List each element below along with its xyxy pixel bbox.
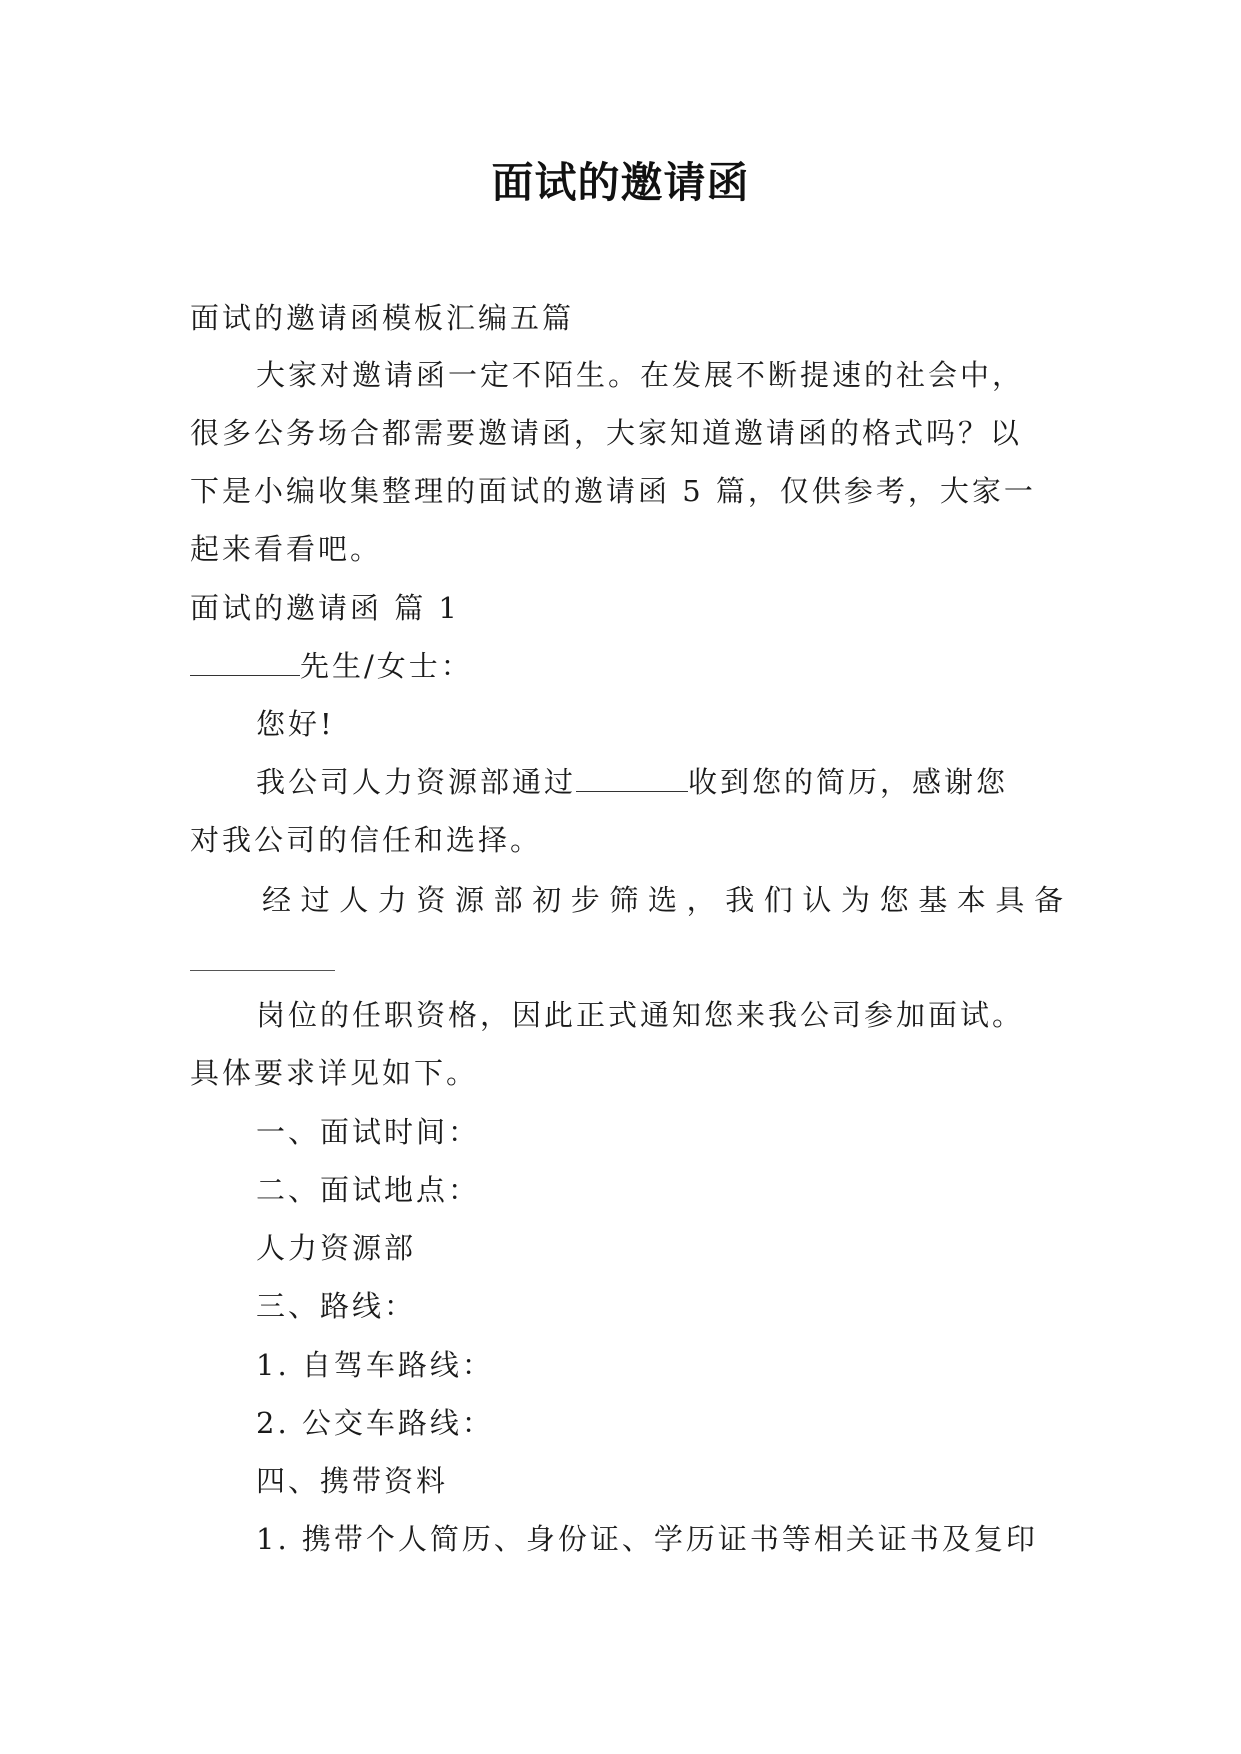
- item-hr-department: 人力资源部: [256, 1231, 417, 1265]
- salutation-suffix: 先生/女士：: [300, 649, 473, 683]
- intro-line-4: 起来看看吧。: [190, 532, 383, 566]
- para2-line: 经过人力资源部初步筛选，我们认为您基本具备: [262, 883, 1073, 917]
- item-driving-route: 1. 自驾车路线：: [256, 1348, 494, 1382]
- document-subtitle: 面试的邀请函模板汇编五篇: [190, 301, 575, 335]
- item-materials: 四、携带资料: [256, 1464, 449, 1498]
- para3-line1: 岗位的任职资格，因此正式通知您来我公司参加面试。: [256, 998, 1025, 1032]
- intro-line-1: 大家对邀请函一定不陌生。在发展不断提速的社会中，: [256, 358, 1025, 392]
- item-bus-route: 2. 公交车路线：: [256, 1406, 494, 1440]
- greeting: 您好!: [256, 707, 335, 741]
- item-interview-time: 一、面试时间：: [256, 1115, 481, 1149]
- para1-line2: 对我公司的信任和选择。: [190, 823, 543, 857]
- document-title: 面试的邀请函: [491, 158, 750, 207]
- name-blank: [190, 647, 300, 676]
- para3-line2: 具体要求详见如下。: [190, 1056, 479, 1090]
- salutation-line: [190, 646, 473, 686]
- item-materials-detail: 1. 携带个人简历、身份证、学历证书等相关证书及复印: [256, 1522, 1038, 1556]
- para1-line1: [256, 762, 1008, 802]
- position-blank: [190, 970, 335, 971]
- para1-before-blank: 我公司人力资源部通过: [256, 765, 577, 799]
- item-route: 三、路线：: [256, 1289, 417, 1323]
- source-blank: [576, 763, 688, 792]
- para1-after-blank: 收到您的简历，感谢您: [688, 765, 1009, 799]
- item-interview-location: 二、面试地点：: [256, 1173, 481, 1207]
- section-heading: 面试的邀请函 篇 1: [190, 591, 460, 625]
- intro-line-3: 下是小编收集整理的面试的邀请函 5 篇，仅供参考，大家一: [190, 474, 1036, 508]
- intro-line-2: 很多公务场合都需要邀请函，大家知道邀请函的格式吗？以: [190, 416, 1023, 450]
